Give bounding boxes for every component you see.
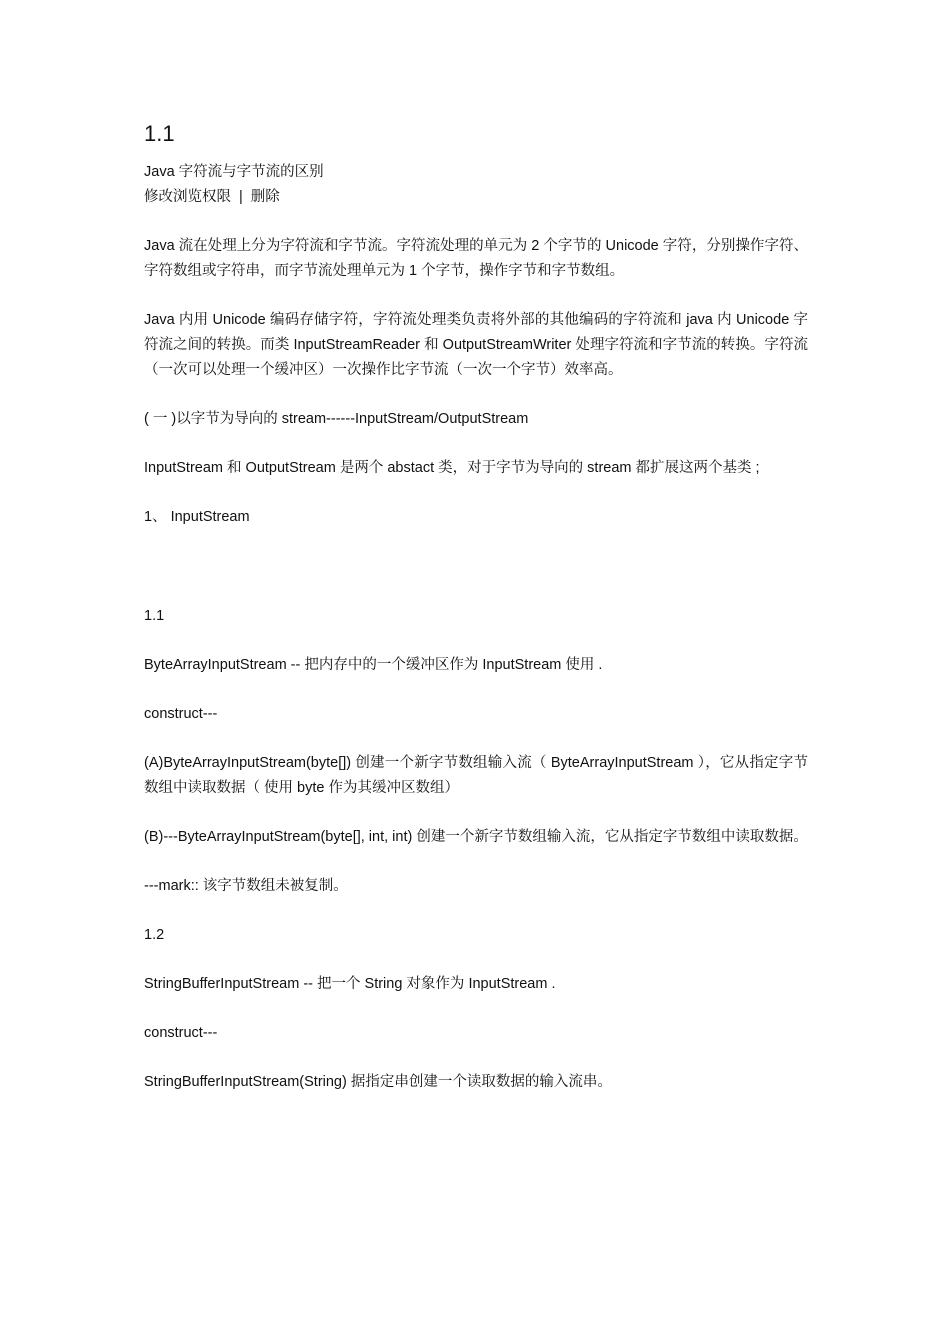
paragraph-unicode: Java 内用 Unicode 编码存储字符，字符流处理类负责将外部的其他编码的字符流和 java 内 Unicode 字符流之间的转换。而类 InputStreamReader 和 OutputStreamWriter 处理字符流和字节流的转换。字符流（一次可以处理一个缓冲区）一次操作比字节流（一次一个字节）效率高。	[144, 312, 808, 378]
section-text: ByteArrayInputStream -- 把内存中的一个缓冲区作为 InputStream 使用 .	[144, 657, 603, 673]
section-text: StringBufferInputStream(String) 据指定串创建一个读取数据的输入流串。	[144, 1074, 612, 1090]
section-text: (A)ByteArrayInputStream(byte[]) 创建一个新字节数组输入流（ ByteArrayInputStream ），它从指定字节数组中读取数据（ 使用 byte 作为其缓冲区数组）	[144, 755, 808, 796]
delete-link[interactable]: 删除	[250, 189, 280, 205]
action-separator: |	[239, 189, 243, 205]
page-title: 1.1	[144, 121, 175, 146]
paragraph-stream-types: Java 流在处理上分为字符流和字节流。字符流处理的单元为 2 个字节的 Unicode 字符，分别操作字符、字符数组或字符串，而字节流处理单元为 1 个字节，操作字节和字节数组。	[144, 238, 808, 279]
edit-permissions-link[interactable]: 修改浏览权限	[144, 189, 231, 205]
section-text: ---mark:: 该字节数组未被复制。	[144, 878, 348, 894]
section-number: 1.2	[144, 927, 165, 943]
section-number: 1.1	[144, 608, 165, 624]
paragraph-inputstream-heading: 1、 InputStream	[144, 509, 250, 525]
paragraph-byte-stream-heading: ( 一 )以字节为导向的 stream------InputStream/OutputStream	[144, 411, 529, 427]
document-page	[144, 118, 808, 1119]
section-text: construct---	[144, 1025, 218, 1041]
section-text: StringBufferInputStream -- 把一个 String 对象作为 InputStream .	[144, 976, 556, 992]
section-text: construct---	[144, 706, 218, 722]
blank-space	[144, 554, 808, 604]
document-actions	[144, 185, 808, 210]
section-text: (B)---ByteArrayInputStream(byte[], int, int) 创建一个新字节数组输入流，它从指定字节数组中读取数据。	[144, 829, 808, 845]
document-subtitle: Java 字符流与字节流的区别	[144, 164, 324, 180]
paragraph-base-classes: InputStream 和 OutputStream 是两个 abstact 类，对于字节为导向的 stream 都扩展这两个基类 ;	[144, 460, 760, 476]
